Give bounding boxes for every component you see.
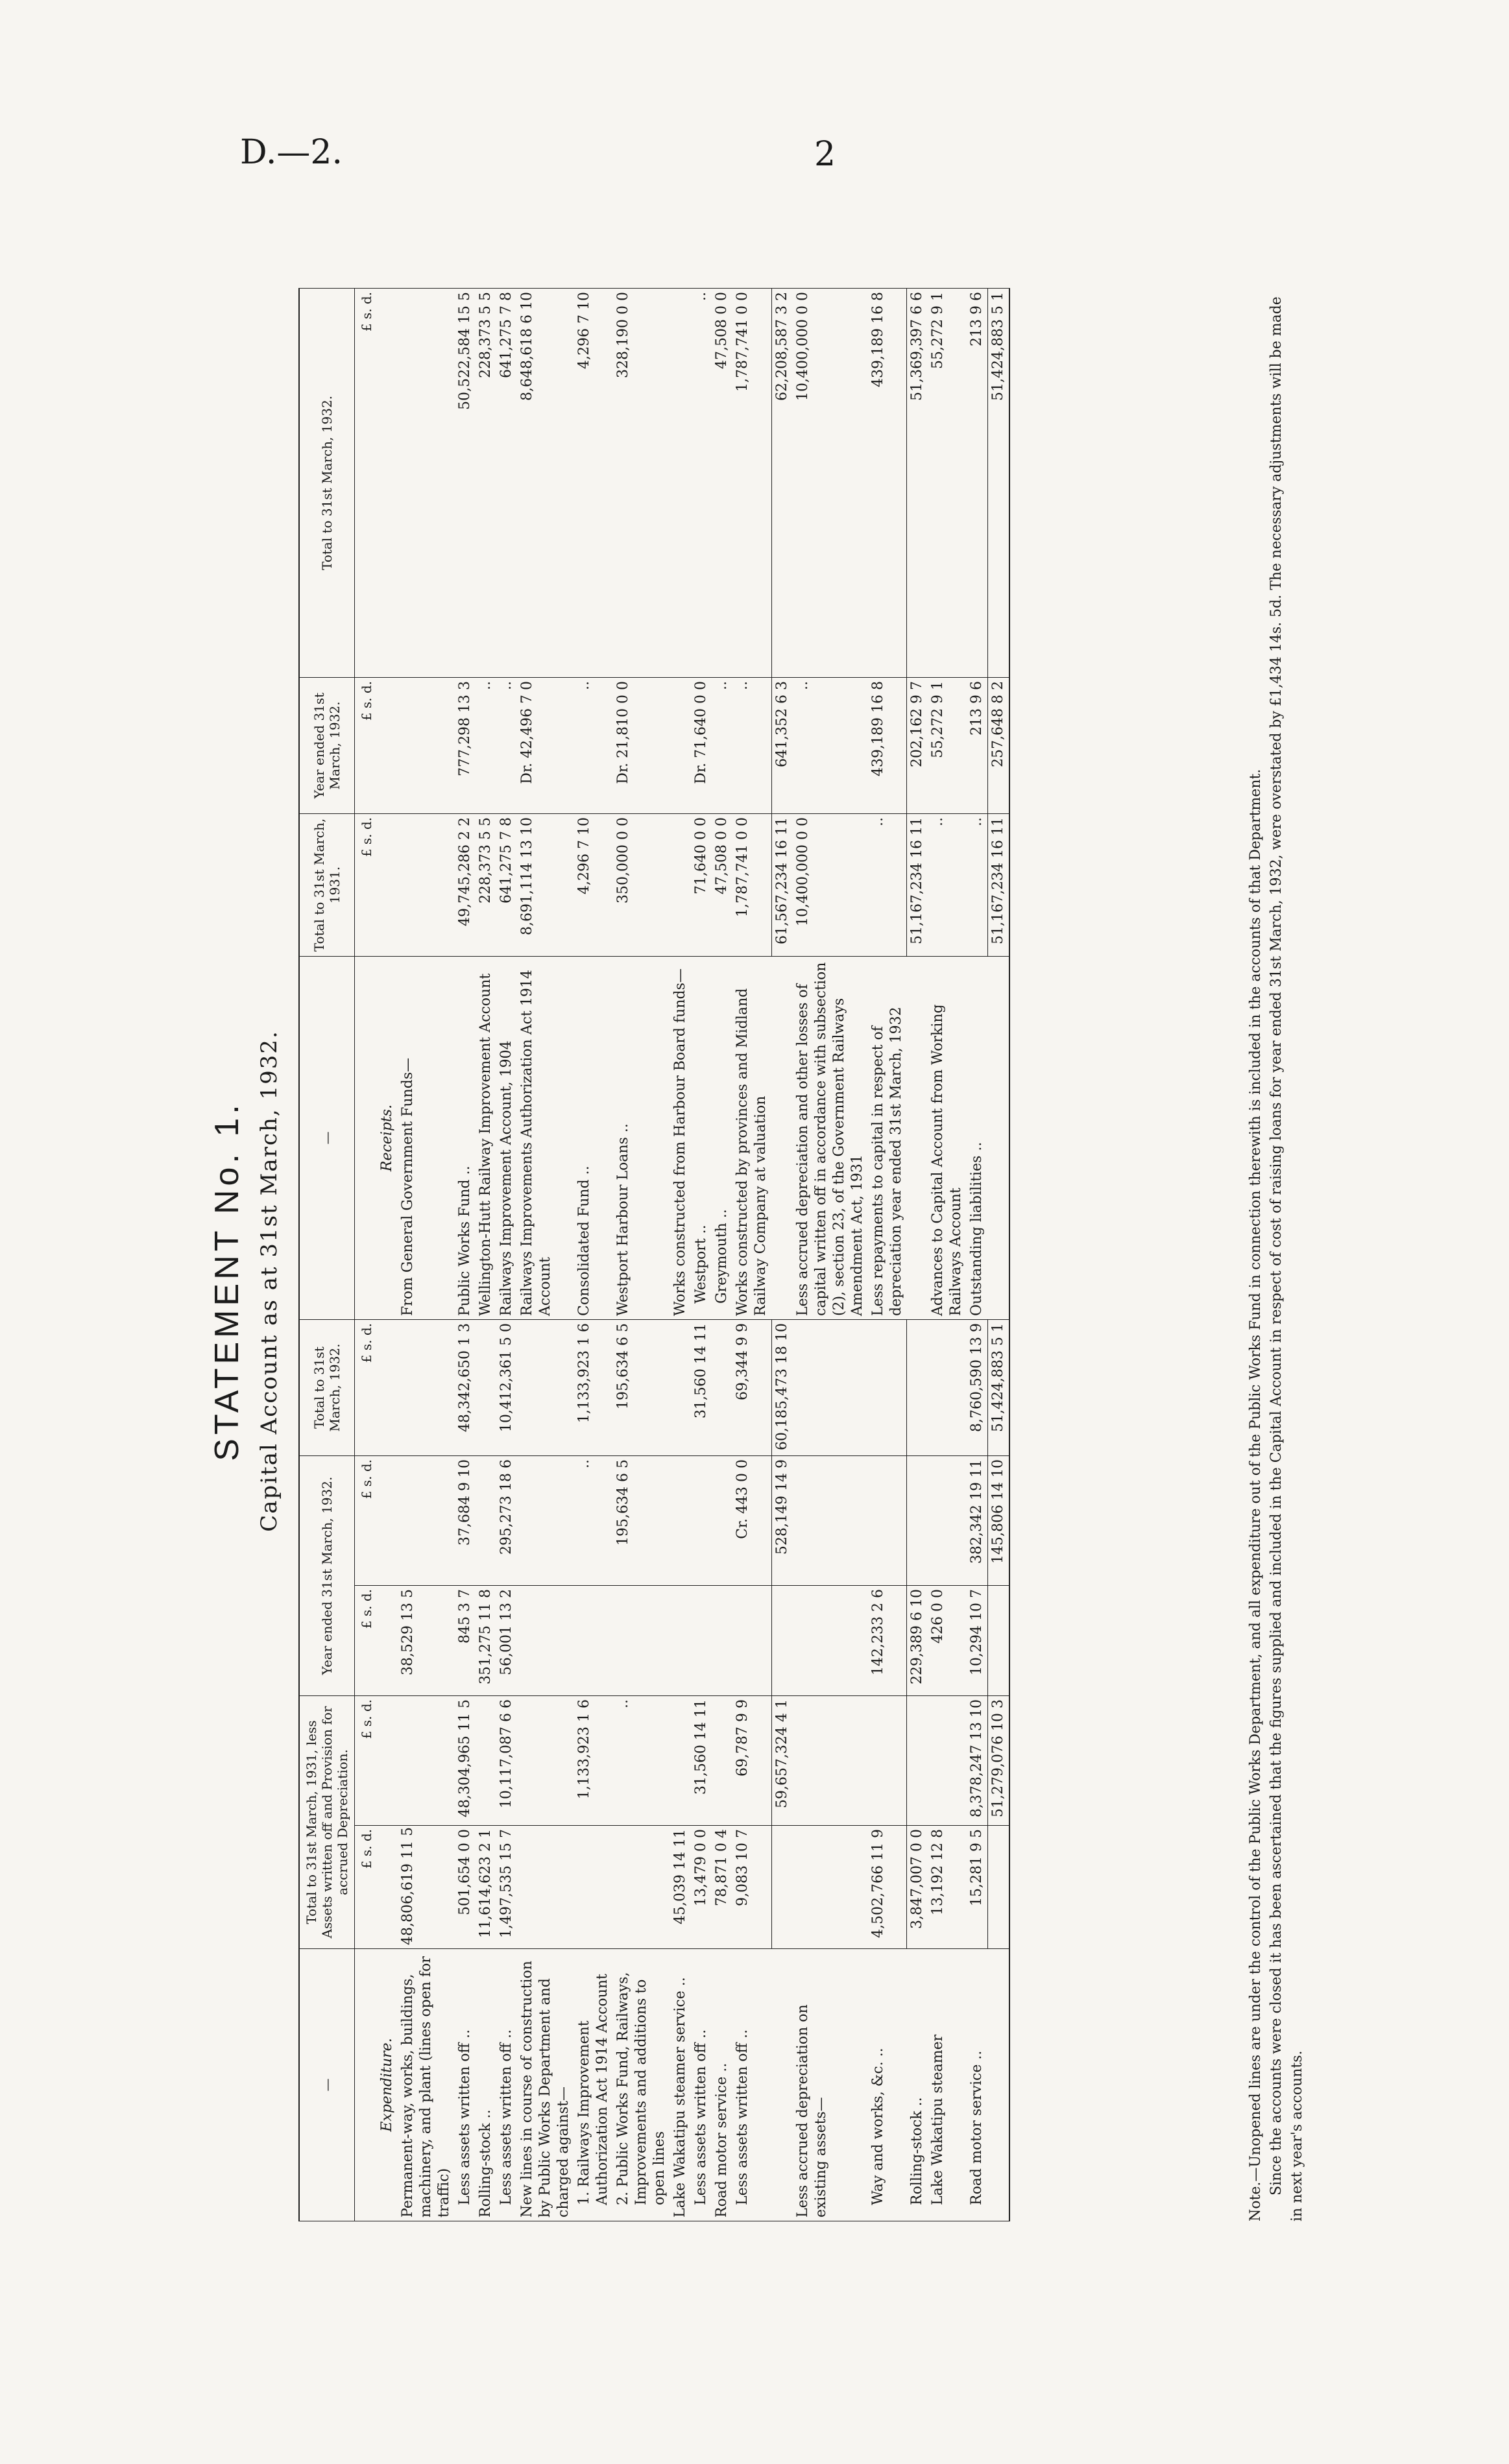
col-rec-total1931: Total to 31st March, 1931. — [299, 814, 355, 957]
receipt-item: Public Works Fund .. — [455, 957, 476, 1320]
amount-cell — [712, 1456, 732, 1586]
amount-cell — [377, 1826, 398, 1949]
amount-cell — [517, 1320, 574, 1456]
table-row — [793, 289, 868, 2221]
amount-cell: 51,369,397 6 6 — [907, 289, 928, 678]
amount-cell: 47,508 0 0 — [712, 814, 732, 957]
capital-account-table — [298, 288, 1010, 2221]
amount-cell — [574, 1586, 613, 1696]
amount-cell — [771, 1586, 793, 1696]
amount-cell: 69,787 9 9 — [732, 1696, 771, 1826]
amount-cell — [613, 1586, 670, 1696]
receipt-item: Westport .. — [691, 957, 712, 1320]
table-row — [670, 289, 691, 2221]
amount-cell: 213 9 6 — [967, 678, 988, 814]
amount-cell: .. — [868, 814, 907, 957]
amount-cell: 195,634 6 5 — [613, 1320, 670, 1456]
amount-cell — [377, 1456, 398, 1586]
amount-cell: 8,648,618 6 10 — [517, 289, 574, 678]
amount-cell — [928, 1456, 967, 1586]
receipt-item — [907, 957, 928, 1320]
amount-cell — [517, 1696, 574, 1826]
amount-cell — [691, 1586, 712, 1696]
amount-cell — [868, 1320, 907, 1456]
table-row — [732, 289, 771, 2221]
amount-cell: 60,185,473 18 10 — [771, 1320, 793, 1456]
amount-cell — [907, 1320, 928, 1456]
amount-cell — [476, 1696, 496, 1826]
amount-cell — [868, 1696, 907, 1826]
receipt-item: Receipts. — [377, 957, 398, 1320]
amount-cell — [771, 1826, 793, 1949]
amount-cell — [398, 678, 455, 814]
amount-cell: 382,342 19 11 — [967, 1456, 988, 1586]
amount-cell: 71,640 0 0 — [691, 814, 712, 957]
amount-cell — [398, 1456, 455, 1586]
receipt-item — [988, 957, 1010, 1320]
amount-cell: 1,133,923 1 6 — [574, 1320, 613, 1456]
amount-cell — [868, 1456, 907, 1586]
amount-cell: 777,298 13 3 — [455, 678, 476, 814]
amount-cell — [574, 1826, 613, 1949]
amount-cell: 641,275 7 8 — [496, 289, 517, 678]
amount-cell: 228,373 5 5 — [476, 289, 496, 678]
expenditure-item: New lines in course of construction by Public Works Department and charged against— — [517, 1949, 574, 2221]
footnote-1: Note.—Unopened lines are under the control of the Public Works Department, and all expenditure out of the Public Works Fund in connection therewith is included in the accounts of that Department. — [1248, 769, 1264, 2221]
amount-cell: Dr. 42,496 7 0 — [517, 678, 574, 814]
amount-cell: .. — [732, 678, 771, 814]
amount-cell — [928, 1320, 967, 1456]
table-row — [988, 289, 1010, 2221]
amount-cell — [793, 1320, 868, 1456]
amount-cell — [613, 1826, 670, 1949]
table-row — [928, 289, 967, 2221]
amount-cell: 78,871 0 4 — [712, 1826, 732, 1949]
amount-cell: 1,787,741 0 0 — [732, 289, 771, 678]
receipt-item: Less repayments to capital in respect of depreciation year ended 31st March, 1932 — [868, 957, 907, 1320]
amount-cell: 45,039 14 11 — [670, 1826, 691, 1949]
unit-label: £ s. d. — [355, 678, 378, 814]
amount-cell: 439,189 16 8 — [868, 289, 907, 678]
receipt-item: Railways Improvements Authorization Act 1914 Account — [517, 957, 574, 1320]
table-row — [398, 289, 455, 2221]
amount-cell: 142,233 2 6 — [868, 1586, 907, 1696]
amount-cell: 38,529 13 5 — [398, 1586, 455, 1696]
amount-cell — [670, 1456, 691, 1586]
amount-cell — [398, 814, 455, 957]
amount-cell: 62,208,587 3 2 — [771, 289, 793, 678]
amount-cell: 11,614,623 2 1 — [476, 1826, 496, 1949]
amount-cell — [670, 289, 691, 678]
receipt-item: Greymouth .. — [712, 957, 732, 1320]
amount-cell: 56,001 13 2 — [496, 1586, 517, 1696]
amount-cell: 351,275 11 8 — [476, 1586, 496, 1696]
amount-cell: 47,508 0 0 — [712, 289, 732, 678]
amount-cell — [377, 678, 398, 814]
expenditure-item: Less assets written off .. — [496, 1949, 517, 2221]
capital-account-table-wrapper — [298, 289, 1010, 2221]
amount-cell: 1,787,741 0 0 — [732, 814, 771, 957]
amount-cell — [670, 1586, 691, 1696]
amount-cell: .. — [793, 678, 868, 814]
amount-cell: 10,412,361 5 0 — [496, 1320, 517, 1456]
amount-cell: 10,117,087 6 6 — [496, 1696, 517, 1826]
amount-cell — [377, 1586, 398, 1696]
table-header-row — [299, 289, 355, 2221]
amount-cell: 51,424,883 5 1 — [988, 289, 1010, 678]
amount-cell: 1,497,535 15 7 — [496, 1826, 517, 1949]
col-rec-desc: — — [299, 957, 355, 1320]
table-row — [476, 289, 496, 2221]
amount-cell — [670, 814, 691, 957]
amount-cell: 10,400,000 0 0 — [793, 814, 868, 957]
amount-cell: 257,648 8 2 — [988, 678, 1010, 814]
amount-cell: 528,149 14 9 — [771, 1456, 793, 1586]
amount-cell: 13,479 0 0 — [691, 1826, 712, 1949]
expenditure-item: Less assets written off .. — [691, 1949, 712, 2221]
receipt-item: Outstanding liabilities .. — [967, 957, 988, 1320]
amount-cell: 55,272 9 1 — [928, 678, 967, 814]
rotated-statement — [195, 243, 1362, 2319]
amount-cell: 195,634 6 5 — [613, 1456, 670, 1586]
expenditure-item — [771, 1949, 793, 2221]
amount-cell: 51,279,076 10 3 — [988, 1696, 1010, 1826]
amount-cell: 439,189 16 8 — [868, 678, 907, 814]
expenditure-item: Lake Wakatipu steamer service .. — [670, 1949, 691, 2221]
amount-cell: 202,162 9 7 — [907, 678, 928, 814]
receipt-item — [771, 957, 793, 1320]
amount-cell: 15,281 9 5 — [967, 1826, 988, 1949]
amount-cell: 4,502,766 11 9 — [868, 1826, 907, 1949]
table-row — [517, 289, 574, 2221]
col-rec-year: Year ended 31st March, 1932. — [299, 678, 355, 814]
amount-cell — [517, 1826, 574, 1949]
unit-label: £ s. d. — [355, 1586, 378, 1696]
expenditure-item: 1. Railways Improvement Authorization Act 1914 Account — [574, 1949, 613, 2221]
amount-cell: 8,760,590 13 9 — [967, 1320, 988, 1456]
amount-cell: Cr. 443 0 0 — [732, 1456, 771, 1586]
amount-cell — [793, 1826, 868, 1949]
table-row — [496, 289, 517, 2221]
footnotes — [1246, 289, 1308, 2221]
amount-cell — [517, 1456, 574, 1586]
amount-cell: 641,352 6 3 — [771, 678, 793, 814]
expenditure-item: Expenditure. — [377, 1949, 398, 2221]
amount-cell: .. — [574, 1456, 613, 1586]
amount-cell — [988, 1586, 1010, 1696]
table-row — [691, 289, 712, 2221]
amount-cell: 31,560 14 11 — [691, 1320, 712, 1456]
page-number: 2 — [814, 135, 836, 174]
amount-cell — [712, 1320, 732, 1456]
amount-cell — [928, 1696, 967, 1826]
receipt-item: Railways Improvement Account, 1904 — [496, 957, 517, 1320]
statement-subtitle: Capital Account as at 31st March, 1932. — [256, 1030, 282, 1532]
amount-cell — [712, 1696, 732, 1826]
amount-cell: 61,567,234 16 11 — [771, 814, 793, 957]
amount-cell: .. — [574, 678, 613, 814]
amount-cell: 213 9 6 — [967, 289, 988, 678]
amount-cell: 229,389 6 10 — [907, 1586, 928, 1696]
table-row — [907, 289, 928, 2221]
table-row — [771, 289, 793, 2221]
unit-label: £ s. d. — [355, 1696, 378, 1826]
amount-cell: .. — [476, 678, 496, 814]
amount-cell — [670, 1696, 691, 1826]
expenditure-item: Lake Wakatipu steamer — [928, 1949, 967, 2221]
statement-title: STATEMENT No. 1. — [208, 1101, 246, 1461]
unit-label: £ s. d. — [355, 1320, 378, 1456]
amount-cell: 501,654 0 0 — [455, 1826, 476, 1949]
amount-cell: 55,272 9 1 — [928, 289, 967, 678]
amount-cell — [398, 1320, 455, 1456]
expenditure-item: Rolling-stock .. — [476, 1949, 496, 2221]
table-row — [574, 289, 613, 2221]
amount-cell — [670, 678, 691, 814]
expenditure-item — [988, 1949, 1010, 2221]
expenditure-item: Way and works, &c. .. — [868, 1949, 907, 2221]
table-row — [455, 289, 476, 2221]
receipt-item: Works constructed from Harbour Board funds— — [670, 957, 691, 1320]
amount-cell: 37,684 9 10 — [455, 1456, 476, 1586]
amount-cell: 4,296 7 10 — [574, 814, 613, 957]
amount-cell: 8,691,114 13 10 — [517, 814, 574, 957]
unit-label: £ s. d. — [355, 289, 378, 678]
expenditure-item: 2. Public Works Fund, Railways, Improvements and additions to open lines — [613, 1949, 670, 2221]
amount-cell — [398, 289, 455, 678]
col-exp-year: Year ended 31st March, 1932. — [299, 1456, 355, 1696]
amount-cell — [377, 1320, 398, 1456]
receipt-item: Consolidated Fund .. — [574, 957, 613, 1320]
amount-cell: 48,806,619 11 5 — [398, 1826, 455, 1949]
amount-cell — [988, 1826, 1010, 1949]
amount-cell: 426 0 0 — [928, 1586, 967, 1696]
receipt-item: Advances to Capital Account from Working Railways Account — [928, 957, 967, 1320]
amount-cell: 3,847,007 0 0 — [907, 1826, 928, 1949]
amount-cell: 10,294 10 7 — [967, 1586, 988, 1696]
table-row — [377, 289, 398, 2221]
amount-cell: .. — [496, 678, 517, 814]
page-code: D.—2. — [240, 133, 343, 172]
unit-label: £ s. d. — [355, 1456, 378, 1586]
expenditure-item: Less assets written off .. — [732, 1949, 771, 2221]
amount-cell — [712, 1586, 732, 1696]
amount-cell: 8,378,247 13 10 — [967, 1696, 988, 1826]
footnote-2: Since the accounts were closed it has been ascertained that the figures supplied and included in the Capital Account in respect of cost of raising loans for year ended 31st March, 1932, were overstated by £1,434 14s. 5d. The necessary adjustments will be made in next year's accounts. — [1268, 296, 1305, 2221]
expenditure-item: Road motor service .. — [967, 1949, 988, 2221]
expenditure-item: Road motor service .. — [712, 1949, 732, 2221]
table-row — [712, 289, 732, 2221]
amount-cell — [907, 1456, 928, 1586]
amount-cell: 48,304,965 11 5 — [455, 1696, 476, 1826]
amount-cell: 31,560 14 11 — [691, 1696, 712, 1826]
amount-cell: .. — [928, 814, 967, 957]
table-row — [868, 289, 907, 2221]
amount-cell — [793, 1696, 868, 1826]
amount-cell — [670, 1320, 691, 1456]
receipt-item: Less accrued depreciation and other losses of capital written off in accordance with subsection (2), section 23, of the Government Railways Amendment Act, 1931 — [793, 957, 868, 1320]
amount-cell: 50,522,584 15 5 — [455, 289, 476, 678]
amount-cell: 9,083 10 7 — [732, 1826, 771, 1949]
amount-cell — [377, 814, 398, 957]
table-row — [967, 289, 988, 2221]
amount-cell — [793, 1456, 868, 1586]
col-exp-total1932: Total to 31st March, 1932. — [299, 1320, 355, 1456]
amount-cell: 295,273 18 6 — [496, 1456, 517, 1586]
receipt-item: From General Government Funds— — [398, 957, 455, 1320]
amount-cell — [732, 1586, 771, 1696]
amount-cell: 59,657,324 4 1 — [771, 1696, 793, 1826]
amount-cell: .. — [613, 1696, 670, 1826]
col-rec-total1932: Total to 31st March, 1932. — [299, 289, 355, 678]
amount-cell: .. — [967, 814, 988, 957]
amount-cell: 48,342,650 1 3 — [455, 1320, 476, 1456]
amount-cell: 10,400,000 0 0 — [793, 289, 868, 678]
amount-cell — [377, 289, 398, 678]
amount-cell: 69,344 9 9 — [732, 1320, 771, 1456]
expenditure-item: Rolling-stock .. — [907, 1949, 928, 2221]
amount-cell: 350,000 0 0 — [613, 814, 670, 957]
amount-cell: .. — [712, 678, 732, 814]
amount-cell: 328,190 0 0 — [613, 289, 670, 678]
amount-cell: 51,424,883 5 1 — [988, 1320, 1010, 1456]
unit-label: £ s. d. — [355, 814, 378, 957]
amount-cell: .. — [691, 289, 712, 678]
amount-cell: 4,296 7 10 — [574, 289, 613, 678]
unit-label: £ s. d. — [355, 1826, 378, 1949]
col-exp-total1931: Total to 31st March, 1931, less Assets written off and Provision for accrued Depreciation. — [299, 1696, 355, 1949]
amount-cell — [907, 1696, 928, 1826]
amount-cell — [377, 1696, 398, 1826]
amount-cell — [398, 1696, 455, 1826]
receipt-item: Wellington-Hutt Railway Improvement Account — [476, 957, 496, 1320]
amount-cell — [691, 1456, 712, 1586]
amount-cell: 51,167,234 16 11 — [988, 814, 1010, 957]
units-row — [355, 289, 378, 2221]
amount-cell: 845 3 7 — [455, 1586, 476, 1696]
amount-cell: 145,806 14 10 — [988, 1456, 1010, 1586]
expenditure-item: Less assets written off .. — [455, 1949, 476, 2221]
amount-cell — [793, 1586, 868, 1696]
amount-cell: Dr. 21,810 0 0 — [613, 678, 670, 814]
amount-cell: 228,373 5 5 — [476, 814, 496, 957]
receipt-item: Works constructed by provinces and Midland Railway Company at valuation — [732, 957, 771, 1320]
amount-cell — [476, 1456, 496, 1586]
amount-cell — [517, 1586, 574, 1696]
table-row — [613, 289, 670, 2221]
table-body — [355, 289, 1010, 2221]
receipt-item: Westport Harbour Loans .. — [613, 957, 670, 1320]
expenditure-item: Less accrued depreciation on existing assets— — [793, 1949, 868, 2221]
amount-cell: 641,275 7 8 — [496, 814, 517, 957]
amount-cell: 13,192 12 8 — [928, 1826, 967, 1949]
expenditure-item: Permanent-way, works, buildings, machinery, and plant (lines open for traffic) — [398, 1949, 455, 2221]
amount-cell: 51,167,234 16 11 — [907, 814, 928, 957]
col-exp-desc: — — [299, 1949, 355, 2221]
amount-cell: 49,745,286 2 2 — [455, 814, 476, 957]
amount-cell: 1,133,923 1 6 — [574, 1696, 613, 1826]
amount-cell — [476, 1320, 496, 1456]
amount-cell: Dr. 71,640 0 0 — [691, 678, 712, 814]
